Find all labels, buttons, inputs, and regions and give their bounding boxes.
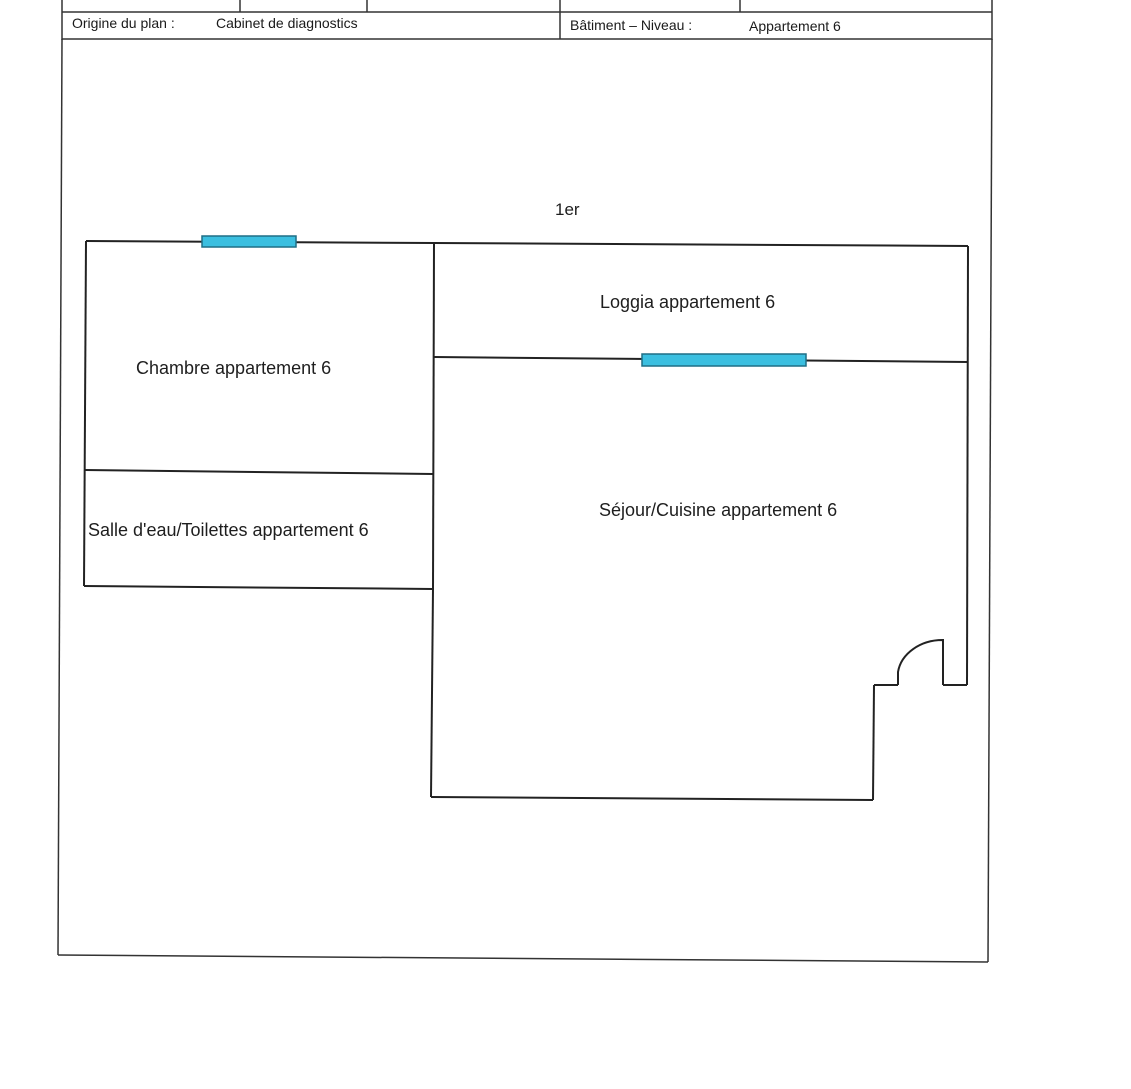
origin-label: Origine du plan :	[72, 15, 175, 31]
room-label-salle-eau: Salle d'eau/Toilettes appartement 6	[88, 520, 369, 540]
door-swing	[898, 640, 943, 685]
wall-left	[84, 241, 86, 586]
wall-right	[967, 246, 968, 685]
wall-chambre-salle	[85, 470, 433, 474]
frame-left	[58, 39, 62, 955]
wall-salle-bottom	[84, 586, 433, 589]
header-table	[62, 0, 992, 40]
building-value: Appartement 6	[749, 18, 841, 34]
building-label: Bâtiment – Niveau :	[570, 17, 693, 33]
page-frame	[58, 39, 992, 962]
wall-sejour-left	[431, 589, 433, 797]
window-sejour	[642, 354, 806, 366]
room-label-loggia: Loggia appartement 6	[600, 292, 776, 312]
origin-value: Cabinet de diagnostics	[216, 15, 358, 31]
frame-right	[988, 39, 992, 962]
frame-bottom	[58, 955, 988, 962]
wall-loggia-top	[434, 243, 968, 246]
wall-chambre-right	[433, 243, 434, 589]
window-chambre	[202, 236, 296, 247]
room-label-chambre: Chambre appartement 6	[136, 358, 332, 378]
wall-recess-left	[873, 685, 874, 800]
level-label: 1er	[555, 200, 580, 219]
room-label-sejour: Séjour/Cuisine appartement 6	[599, 500, 838, 520]
wall-sejour-bottom	[431, 797, 873, 800]
